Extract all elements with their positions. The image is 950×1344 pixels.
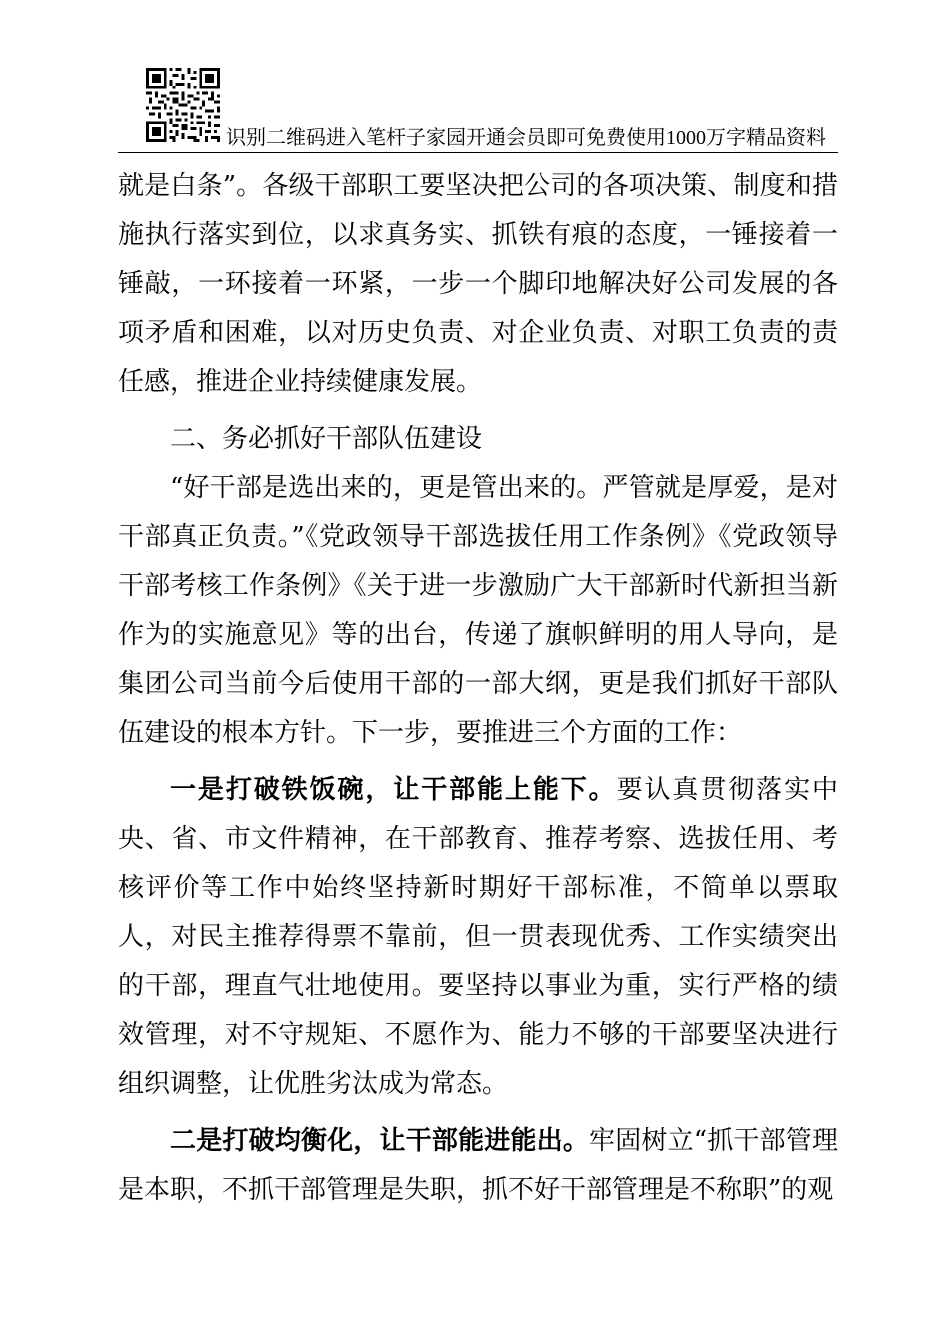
paragraph-point-two xyxy=(118,1117,838,1215)
section-heading: 二、务必抓好干部队伍建设 xyxy=(170,424,483,454)
header-notice: 识别二维码进入笔杆子家园开通会员即可免费使用1000万字精品资料 xyxy=(226,127,826,149)
header-divider xyxy=(118,152,838,153)
point-two-lead: 二是打破均衡化，让干部能进能出。 xyxy=(170,1126,590,1156)
paragraph-point-one xyxy=(118,766,838,1109)
point-one-body: 要认真贯彻落实中央、省、市文件精神，在干部教育、推荐考察、选拔任用、考核评价等工作中始终坚持新时期好干部标准，不简单以票取人，对民主推荐得票不靠前，但一贯表现优秀、工作实绩突出的干部，理直气壮地使用。要坚持以事业为重，实行严格的绩效管理，对不守规矩、不愿作为、能力不够的干部要坚决进行组织调整，让优胜劣汰成为常态。 xyxy=(118,775,838,1099)
document-body xyxy=(118,162,838,1215)
qr-code-icon[interactable] xyxy=(146,68,220,142)
page-header xyxy=(118,68,838,154)
point-two-body: 牢固树立“抓干部管理是本职，不抓干部管理是失职，抓不好干部管理是不称职”的观 xyxy=(118,1126,838,1205)
paragraph-continued: 就是白条”。各级干部职工要坚决把公司的各项决策、制度和措施执行落实到位，以求真务实、抓铁有痕的态度，一锤接着一锤敲，一环接着一环紧，一步一个脚印地解决好公司发展的各项矛盾和困难，以对历史负责、对企业负责、对职工负责的责任感，推进企业持续健康发展。 xyxy=(118,171,838,397)
paragraph-cadre-intro: “好干部是选出来的，更是管出来的。严管就是厚爱，是对干部真正负责。”《党政领导干部选拔任用工作条例》《党政领导干部考核工作条例》《关于进一步激励广大干部新时代新担当新作为的实施意见》等的出台，传递了旗帜鲜明的用人导向，是集团公司当前今后使用干部的一部大纲，更是我们抓好干部队伍建设的根本方针。下一步，要推进三个方面的工作： xyxy=(118,473,838,748)
point-one-lead: 一是打破铁饭碗，让干部能上能下。 xyxy=(170,775,617,805)
